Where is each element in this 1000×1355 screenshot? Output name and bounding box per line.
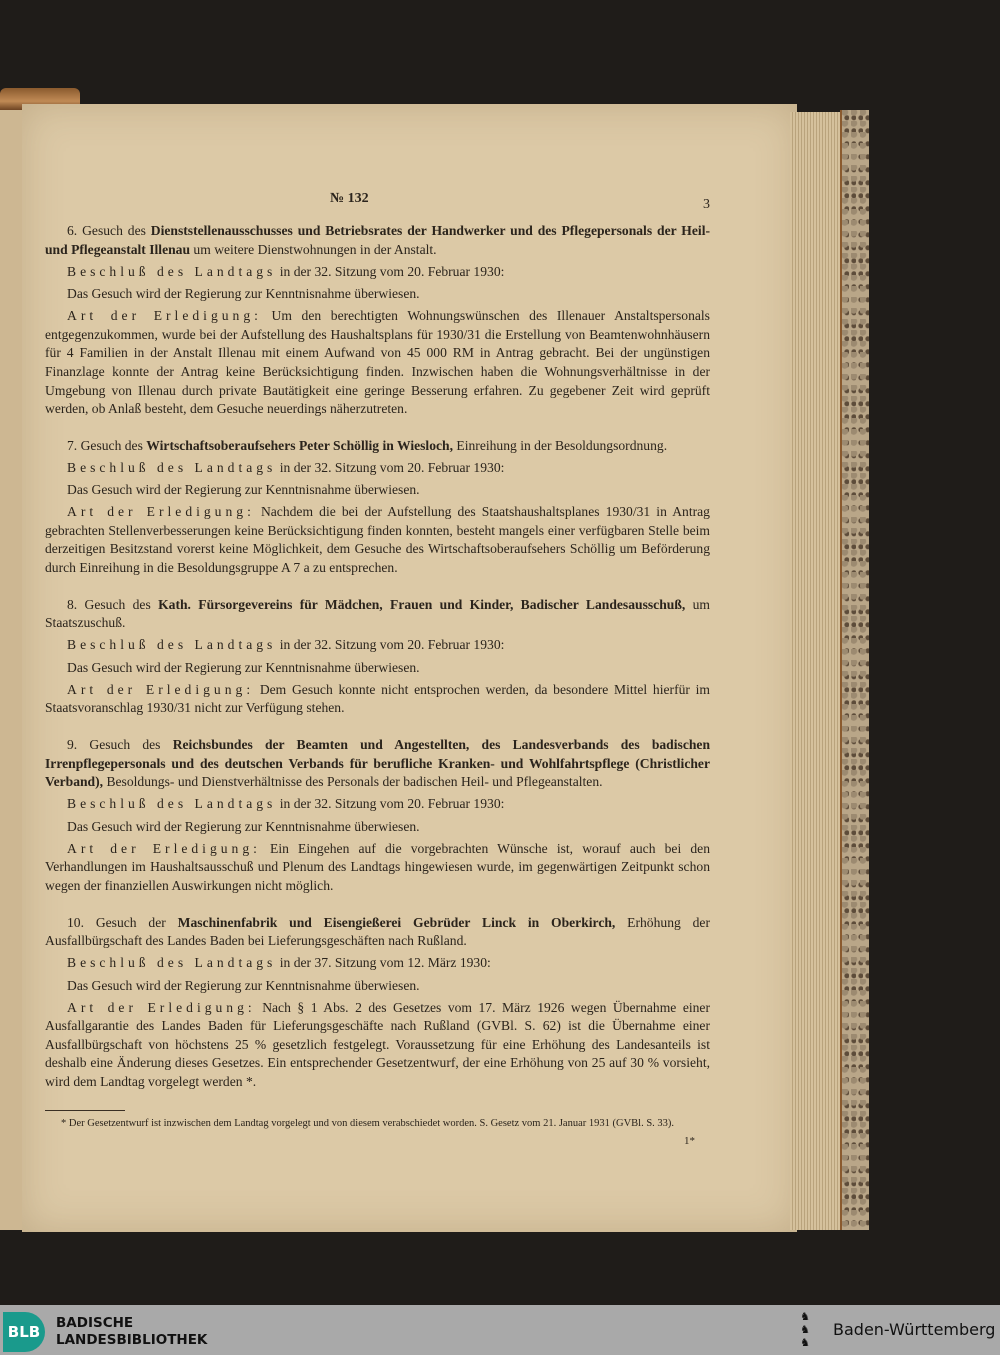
signature-mark: 1* (684, 1135, 695, 1148)
settlement-label: Art der Erledigung: (67, 999, 256, 1015)
petition-subject: um weitere Dienstwohnungen in der Anstalt. (190, 241, 437, 257)
decision-result: Das Gesuch wird der Regierung zur Kenntnisnahme überwiesen. (67, 659, 420, 675)
petition-item (45, 914, 710, 1092)
decision-result: Das Gesuch wird der Regierung zur Kenntnisnahme überwiesen. (67, 482, 420, 498)
petitioner: Dienststellenausschusses und Betriebsrates der Handwerker und des Pflegepersonals der Heil- und Pflegeanstalt Illenau (45, 223, 710, 257)
decision (45, 263, 710, 282)
decision-session: in der 32. Sitzung vom 20. Februar 1930: (276, 796, 505, 812)
settlement (45, 503, 710, 577)
petition-item (45, 222, 710, 419)
settlement-label: Art der Erledigung: (67, 681, 255, 697)
settlement-text: Dem Gesuch konnte nicht entsprochen werden, da besondere Mittel hierfür im Staatsvoranschlag 1930/31 nicht zur Verfügung stehen. (45, 681, 710, 716)
library-name[interactable] (56, 1315, 207, 1349)
petition-intro: 6. Gesuch des (67, 223, 151, 238)
settlement-label: Art der Erledigung: (67, 308, 262, 324)
petition-subject: Besoldungs- und Dienstverhältnisse des Personals der badischen Heil- und Pflegeanstalten. (103, 774, 603, 790)
petition-intro: 10. Gesuch der (67, 914, 178, 930)
page-header (45, 186, 710, 210)
page-edges (790, 112, 842, 1230)
decision-session: in der 32. Sitzung vom 20. Februar 1930: (276, 263, 505, 279)
petition-title (45, 437, 710, 456)
state-logo-text[interactable]: Baden-Württemberg (833, 1320, 996, 1339)
settlement-text: Nachdem die bei der Aufstellung des Staatshaushaltsplanes 1930/31 in Antrag gebrachten Stellenverbesserungen keine Berücksichtigung finden konnten, besteht mangels einer verfügbaren Stelle beim derzeitigen Besitzstand vorerst keine Möglichkeit, dem Gesuche des Wirtschaftsoberaufsehers Schöllig um Beförderung durch Einreihung in die Besoldungsgruppe A 7 a zu entsprechen. (45, 504, 710, 576)
petition-title (45, 914, 710, 951)
decision (45, 459, 710, 478)
decision-result: Das Gesuch wird der Regierung zur Kenntnisnahme überwiesen. (67, 818, 420, 834)
decision-session: in der 32. Sitzung vom 20. Februar 1930: (276, 459, 505, 475)
marbled-edge (840, 110, 869, 1230)
decision (45, 954, 710, 973)
decision-label: Beschluß des Landtags (67, 955, 277, 971)
petition-intro: 7. Gesuch des (67, 437, 147, 453)
footnote: * Der Gesetzentwurf ist inzwischen dem Landtag vorgelegt und von diesem verabschiedet worden. S. Gesetz vom 21. Januar 1931 (GVBl. S. 33). (61, 1117, 675, 1129)
settlement-text: Um den berechtigten Wohnungswünschen des Illenauer Anstaltspersonals entgegenzukommen, wurde bei der Aufstellung des Haushaltsplans für 1930/31 die Erstellung von Beamtenwohnhäusern für 4 Familien in der Anstalt Illenau mit einem Aufwand von 45 000 RM in Antrag gebracht. Bei der ungünstigen Finanzlage konnte der Antrag keine Berücksichtigung finden. Inzwischen haben die Wohnungsverhältnisse in der Umgebung von Illenau durch private Bautätigkeit eine geringe Besserung erfahren. Zu gegebener Zeit wird geprüft werden, ob Anlaß besteht, dem Gesuche neuerdings näherzutreten. (45, 308, 710, 417)
settlement-label: Art der Erledigung: (67, 504, 255, 520)
page-number: 3 (703, 197, 710, 212)
decision-session: in der 32. Sitzung vom 20. Februar 1930: (276, 637, 505, 653)
settlement (45, 307, 710, 419)
settlement-text: Nach § 1 Abs. 2 des Gesetzes vom 17. März 1926 wegen Übernahme einer Ausfallgarantie des Landes Baden für Lieferungsgeschäfte nach Rußland (GVBl. S. 62) ist die Übernahme einer Ausfallbürgschaft von höchstens 25 % gesetzlich festgelegt. Voraussetzung für eine Erhöhung des Landesanteils ist deshalb eine Änderung dieses Gesetzes. Ein entsprechender Gesetzentwurf, der eine Erhöhung von 25 auf 30 % vorsieht, wird dem Landtag vorgelegt werden *. (45, 999, 710, 1090)
decision (45, 795, 710, 814)
petition-title (45, 222, 710, 259)
decision-result: Das Gesuch wird der Regierung zur Kenntnisnahme überwiesen. (67, 285, 420, 301)
petition-title (45, 736, 710, 792)
settlement-label: Art der Erledigung: (67, 840, 261, 856)
petition-list (45, 222, 710, 1092)
decision-session: in der 37. Sitzung vom 12. März 1930: (276, 955, 491, 971)
page-content (45, 186, 710, 1148)
left-page-edge (0, 110, 24, 1230)
petitioner: Reichsbundes der Beamten und Angestellten, des Landesverbands des badischen Irrenpflegepersonals und des deutschen Verbands für berufliche Kranken- und Wohlfahrtspflege (Christlicher Verband), (45, 737, 711, 790)
petitioner: Maschinenfabrik und Eisengießerei Gebrüder Linck in Oberkirch, (177, 914, 616, 930)
decision (45, 636, 710, 655)
library-name-line1: BADISCHE (56, 1315, 134, 1331)
decision-result: Das Gesuch wird der Regierung zur Kenntnisnahme überwiesen. (67, 977, 420, 993)
library-name-line2: LANDESBIBLIOTHEK (56, 1332, 208, 1348)
petitioner: Kath. Fürsorgevereins für Mädchen, Frauen und Kinder, Badischer Landesausschuß, (158, 596, 686, 612)
decision-label: Beschluß des Landtags (67, 637, 277, 653)
document-number: № 132 (330, 191, 369, 206)
blb-logo[interactable]: BLB (3, 1312, 45, 1352)
petition-title (45, 596, 710, 633)
petition-intro: 9. Gesuch des (67, 737, 173, 752)
settlement-text: Ein Eingehen auf die vorgebrachten Wünsche ist, worauf auch bei den Verhandlungen im Haushaltsausschuß und Plenum des Landtags hingewiesen wurde, im gegenwärtigen Zeitpunkt schon wegen der finanziellen Auswirkungen nicht möglich. (45, 840, 710, 893)
decision-label: Beschluß des Landtags (67, 459, 277, 475)
decision-label: Beschluß des Landtags (67, 263, 277, 279)
settlement (45, 681, 710, 718)
settlement (45, 840, 710, 896)
petition-intro: 8. Gesuch des (67, 596, 159, 612)
petition-item (45, 437, 710, 578)
settlement (45, 999, 710, 1092)
petition-subject: um Staatszuschuß. (45, 596, 710, 631)
petition-subject: Erhöhung der Ausfallbürgschaft des Landes Baden bei Lieferungsgeschäften nach Rußland. (45, 914, 710, 949)
lions-coat-of-arms-icon: ♞ ♞ ♞ (800, 1311, 810, 1349)
petition-item (45, 736, 710, 896)
decision-label: Beschluß des Landtags (67, 796, 277, 812)
footer-bar (0, 1305, 1000, 1355)
petition-subject: Einreihung in der Besoldungsordnung. (453, 437, 668, 453)
petitioner: Wirtschaftsoberaufsehers Peter Schöllig in Wiesloch, (146, 437, 454, 453)
petition-item (45, 596, 710, 718)
footnote-rule (45, 1110, 125, 1111)
